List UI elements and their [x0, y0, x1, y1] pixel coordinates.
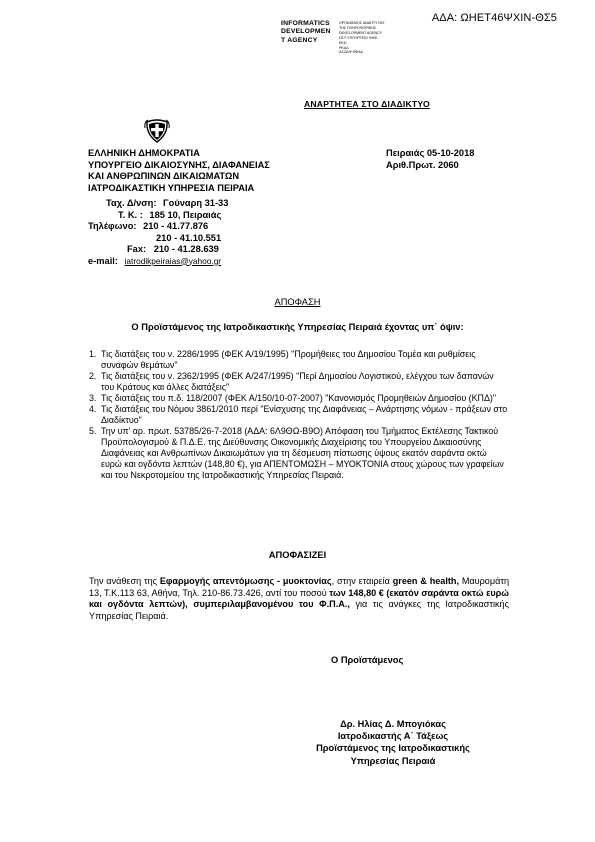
list-item	[89, 371, 509, 393]
ida-logo-small-text	[339, 21, 409, 55]
list-number: 5.	[89, 426, 97, 436]
company-name: green & health,	[392, 576, 459, 586]
list-text: Τις διατάξεις του ν. 2286/1995 (ΦΕΚ Α/19/1995) "Προμήθειες του Δημοσίου Τομέα και ρυθμίσεις συναφών θεμάτων"	[101, 349, 476, 370]
company-address: Μαυρομάτη 13, Τ.Κ.113 63, Αθήνα, Τηλ. 210-86.73.426, αντί του ποσού	[89, 576, 510, 598]
ida-small-line: ΟΡΓΑΝΙΣΜΟΣ ΑΝΑΠΤΥΞΗΣ	[339, 21, 385, 25]
address-value: Γούναρη 31-33	[163, 198, 229, 208]
ida-small-line: ΩΣΥ ΥΠΟΥΡΓΕΙΟ ΨΗΦ.	[339, 35, 379, 40]
list-item	[89, 404, 509, 426]
ida-small-line: ΑΣΟΔΦ ΘΦΑΑ	[339, 50, 363, 55]
protocol-number: Αριθ.Πρωτ. 2060	[386, 159, 459, 170]
ida-small-line: ΤΗΣ ΠΛΗΡΟΦΟΡΙΚΗΣ	[339, 25, 377, 30]
contact-block	[88, 198, 228, 267]
list-item	[89, 349, 509, 371]
signatory-role: Προϊστάμενος της Ιατροδικαστικής	[316, 743, 470, 754]
place-date: Πειραιάς 05-10-2018	[386, 148, 475, 158]
ida-logo	[281, 20, 331, 45]
postcode-label: Τ. Κ. :	[118, 209, 143, 220]
ada-code: ΑΔΑ: ΩΗΕΤ46ΨΧΙΝ-ΘΣ5	[431, 12, 557, 24]
list-text: Τις διατάξεις του ν. 2362/1995 (ΦΕΚ Α/247/1995) "Περί Δημοσίου Λογιστικού, ελέγχου των δαπανών του Κράτους και άλλες διατάξεις"	[101, 371, 494, 392]
list-text: Την υπ' αρ. πρωτ. 53785/26-7-2018 (ΑΔΑ: 6Λ9ΘΩ-Β9Ο) Απόφαση του Τμήματος Εκτέλεσης Τακτικού Προϋπολογισμού & Π.Δ.Ε. της Διεύθυνσης Οικονομικής Διαχείρισης του Υπουργείου Δικαιοσύνης Διαφάνειας και Ανθρωπίνων Δικαιωμάτων για τη δέσμευση πίστωσης ύψους εκατόν σαράντα οκτώ ευρώ και ογδόντα λεπτών (148,80 €), για ΑΠΕΝΤΟΜΩΣΗ – ΜΥΟΚΤΟΝΙΑ στους χώρους των γραφείων και του Νεκροτομείου της Ιατροδικαστικής Υπηρεσίας Πειραιά.	[101, 426, 504, 480]
ida-logo-line: INFORMATICS	[281, 20, 330, 27]
issuer-line: ΕΛΛΗΝΙΚΗ ΔΗΜΟΚΡΑΤΙΑ	[88, 148, 200, 158]
decision-title: ΑΠΟΦΑΣΗ	[274, 297, 321, 307]
decision-text: για τις ανάγκες της Ιατροδικαστικής Υπηρεσίας Πειραιά.	[89, 599, 509, 621]
postcode-value: 185 10, Πειραιάς	[149, 209, 222, 220]
decision-intro: Ο Προϊστάμενος της Ιατροδικαστικής Υπηρεσίας Πειραιά έχοντας υπ΄ όψιν:	[131, 322, 464, 332]
list-number: 3.	[89, 393, 97, 403]
amount: των 148,80 € (εκατόν σαράντα οκτώ ευρώ και ογδόντα λεπτών), συμπεριλαμβανομένου του Φ.Π.Α.,	[89, 587, 509, 610]
list-text: Τις διατάξεις του Νόμου 3861/2010 περί "Ενίσχυσης της Διαφάνειας – Ανάρτησης νόμων - πράξεων στο Διαδίκτυο"	[101, 404, 508, 425]
phone-value: 210 - 41.10.551	[156, 232, 222, 243]
list-number: 1.	[89, 349, 97, 359]
list-number: 4.	[89, 404, 97, 414]
list-text: Τις διατάξεις του π.δ. 118/2007 (ΦΕΚ Α/150/10-07-2007) "Κανονισμός Προμηθειών Δημοσίου (ΚΠΔ)"	[101, 393, 496, 403]
phone-value: 210 - 41.77.876	[143, 221, 209, 231]
signatory-rank: Ιατροδικαστής Α΄ Τάξεως	[337, 731, 449, 742]
decision-text: , στην εταιρεία	[331, 576, 393, 586]
email-label: e-mail:	[88, 255, 118, 266]
ida-logo-line: DEVELOPMEN	[281, 28, 331, 36]
signatory-name: Δρ. Ηλίας Δ. Μπογιόκας	[340, 719, 446, 729]
document-info	[386, 148, 474, 171]
email-link[interactable]: iatrodikpeiraias@yahoo.gr	[124, 255, 222, 266]
issuer-line: ΥΠΟΥΡΓΕΙΟ ΔΙΚΑΙΟΣΥΝΗΣ, ΔΙΑΦΑΝΕΙΑΣ	[88, 159, 270, 170]
fax-label: Fax:	[127, 244, 147, 254]
issuer-line: ΚΑΙ ΑΝΘΡΩΠΙΝΩΝ ΔΙΚΑΙΩΜΑΤΩΝ	[88, 171, 240, 181]
ida-small-line: DEVELOPMENT AGENCY	[339, 30, 383, 35]
service-name: Εφαρμογής απεντόμωσης - μυοκτονίας	[159, 576, 332, 586]
decision-paragraph	[89, 576, 509, 622]
signatory-service: Υπηρεσίας Πειραιά	[350, 755, 436, 766]
issuer-line: ΙΑΤΡΟΔΙΚΑΣΤΙΚΗ ΥΠΗΡΕΣΙΑ ΠΕΙΡΑΙΑ	[88, 182, 255, 193]
list-number: 2.	[89, 371, 97, 381]
decides-heading: ΑΠΟΦΑΣΙΖΕΙ	[268, 550, 327, 560]
list-item	[89, 393, 509, 404]
ida-small-line: ΡΚΑΔ	[339, 45, 349, 50]
phone-label: Τηλέφωνο:	[88, 221, 137, 231]
signature-block	[290, 718, 496, 767]
fax-value: 210 - 41.28.639	[153, 244, 219, 254]
ida-logo-line: T AGENCY	[281, 36, 318, 44]
list-item	[89, 426, 509, 481]
considerations-list	[89, 349, 509, 481]
ida-small-line: ΕΚΩ	[339, 40, 347, 45]
greek-emblem-icon	[143, 118, 171, 144]
publish-notice: ΑΝΑΡΤΗΤΕΑ ΣΤΟ ΔΙΑΔΙΚΤΥΟ	[304, 99, 430, 109]
address-label: Ταχ. Δ/νση:	[106, 198, 157, 208]
signatory-title: Ο Προϊστάμενος	[331, 655, 404, 665]
issuer-header	[88, 148, 270, 194]
decision-text: Την ανάθεση της	[89, 576, 160, 586]
